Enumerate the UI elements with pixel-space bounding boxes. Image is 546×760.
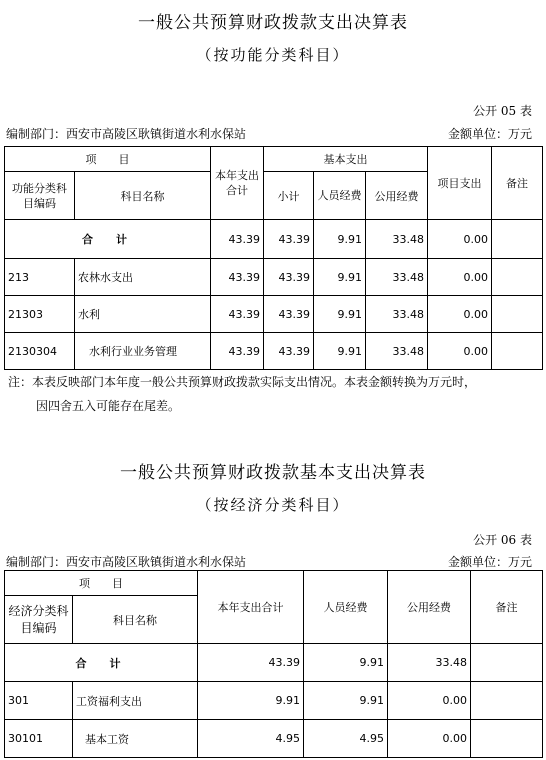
header-total: 本年支出合计 xyxy=(211,147,264,220)
table-row-total xyxy=(5,644,543,682)
cell-total: 43.39 xyxy=(211,259,264,296)
table05-note-line2: 因四舍五入可能存在尾差。 xyxy=(36,399,181,413)
cell-total: 43.39 xyxy=(211,296,264,333)
cell-total: 43.39 xyxy=(211,333,264,370)
cell-remark xyxy=(492,296,543,333)
cell-total: 4.95 xyxy=(198,720,304,758)
cell-personnel: 9.91 xyxy=(314,259,366,296)
table-row xyxy=(5,720,543,758)
cell-public: 0.00 xyxy=(388,720,471,758)
cell-public: 0.00 xyxy=(388,682,471,720)
total-label: 合 计 xyxy=(5,220,211,259)
cell-code: 2130304 xyxy=(5,333,75,370)
header-remark: 备注 xyxy=(492,147,543,220)
cell-name: 水利行业业务管理 xyxy=(75,333,211,370)
cell-remark xyxy=(471,644,543,682)
header-public: 公用经费 xyxy=(388,571,471,644)
header-personnel: 人员经费 xyxy=(314,172,366,220)
cell-public: 33.48 xyxy=(366,333,428,370)
total-label: 合 计 xyxy=(5,644,198,682)
cell-project: 0.00 xyxy=(428,259,492,296)
cell-name: 农林水支出 xyxy=(75,259,211,296)
cell-personnel: 9.91 xyxy=(314,220,366,259)
cell-code: 213 xyxy=(5,259,75,296)
cell-remark xyxy=(492,220,543,259)
cell-remark xyxy=(471,682,543,720)
cell-total: 9.91 xyxy=(198,682,304,720)
cell-project: 0.00 xyxy=(428,220,492,259)
cell-total: 43.39 xyxy=(211,220,264,259)
header-xiangmu: 项 目 xyxy=(5,571,198,596)
cell-subtotal: 43.39 xyxy=(264,296,314,333)
cell-code: 301 xyxy=(5,682,73,720)
table06-title: 一般公共预算财政拨款基本支出决算表 xyxy=(120,463,426,483)
table05-code: 公开 05 表 xyxy=(473,104,532,118)
cell-personnel: 9.91 xyxy=(304,682,388,720)
cell-personnel: 4.95 xyxy=(304,720,388,758)
header-public: 公用经费 xyxy=(366,172,428,220)
cell-personnel: 9.91 xyxy=(304,644,388,682)
table06 xyxy=(4,570,543,758)
table06-unit: 金额单位：万元 xyxy=(447,555,532,569)
cell-public: 33.48 xyxy=(366,296,428,333)
table05 xyxy=(4,146,543,370)
cell-public: 33.48 xyxy=(366,259,428,296)
header-subtotal: 小计 xyxy=(264,172,314,220)
table05-unit: 金额单位：万元 xyxy=(447,127,532,141)
cell-name: 基本工资 xyxy=(73,720,198,758)
cell-remark xyxy=(492,333,543,370)
cell-public: 33.48 xyxy=(366,220,428,259)
table05-subtitle: （按功能分类科目） xyxy=(196,46,350,64)
cell-subtotal: 43.39 xyxy=(264,220,314,259)
cell-name: 工资福利支出 xyxy=(73,682,198,720)
header-name: 科目名称 xyxy=(75,172,211,220)
table-row xyxy=(5,259,543,296)
cell-subtotal: 43.39 xyxy=(264,333,314,370)
header-personnel: 人员经费 xyxy=(304,571,388,644)
cell-project: 0.00 xyxy=(428,296,492,333)
cell-subtotal: 43.39 xyxy=(264,259,314,296)
header-basic: 基本支出 xyxy=(264,147,428,172)
cell-code: 21303 xyxy=(5,296,75,333)
table05-note-line1: 注：本表反映部门本年度一般公共预算财政拨款实际支出情况。本表金额转换为万元时， xyxy=(8,375,477,389)
header-name: 科目名称 xyxy=(73,596,198,644)
cell-code: 30101 xyxy=(5,720,73,758)
cell-name: 水利 xyxy=(75,296,211,333)
table05-title: 一般公共预算财政拨款支出决算表 xyxy=(138,13,408,33)
table06-dept: 编制部门：西安市高陵区耿镇街道水利水保站 xyxy=(6,555,247,569)
cell-remark xyxy=(471,720,543,758)
table-row xyxy=(5,333,543,370)
table-row xyxy=(5,682,543,720)
header-remark: 备注 xyxy=(471,571,543,644)
table-row xyxy=(5,296,543,333)
cell-total: 43.39 xyxy=(198,644,304,682)
table05-dept: 编制部门：西安市高陵区耿镇街道水利水保站 xyxy=(6,127,247,141)
cell-remark xyxy=(492,259,543,296)
table06-code: 公开 06 表 xyxy=(473,533,532,547)
table06-subtitle: （按经济分类科目） xyxy=(196,496,350,514)
header-code: 经济分类科目编码 xyxy=(5,596,73,644)
header-xiangmu: 项 目 xyxy=(5,147,211,172)
cell-project: 0.00 xyxy=(428,333,492,370)
cell-personnel: 9.91 xyxy=(314,333,366,370)
header-project: 项目支出 xyxy=(428,147,492,220)
table-row-total xyxy=(5,220,543,259)
header-code: 功能分类科目编码 xyxy=(5,172,75,220)
cell-public: 33.48 xyxy=(388,644,471,682)
cell-personnel: 9.91 xyxy=(314,296,366,333)
header-total: 本年支出合计 xyxy=(198,571,304,644)
